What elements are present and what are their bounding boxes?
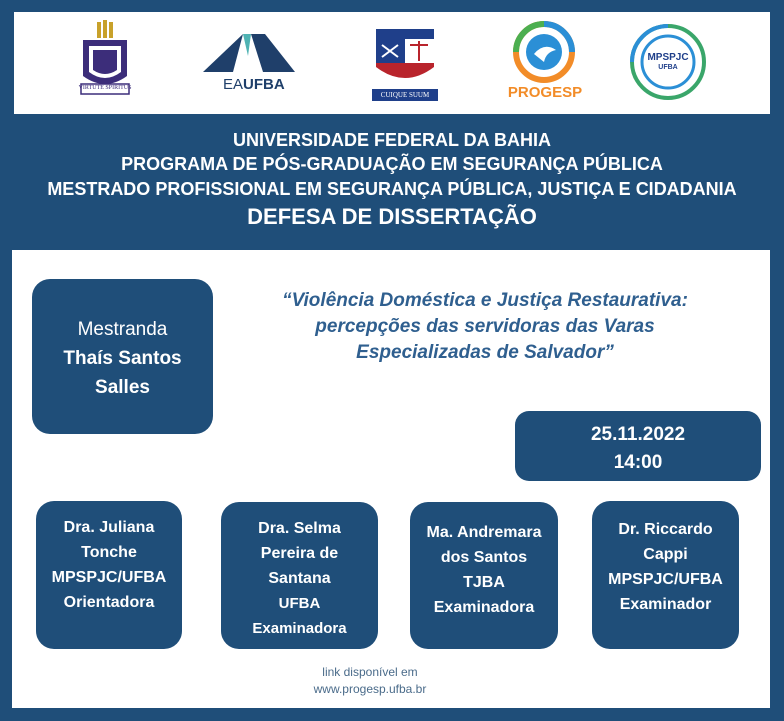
member-line: Dr. Riccardo (618, 521, 713, 538)
top-border (0, 0, 784, 12)
eaufba-ea: EA (223, 76, 244, 93)
defense-date: 25.11.2022 (590, 424, 686, 445)
university-name: UNIVERSIDADE FEDERAL DA BAHIA (232, 130, 552, 150)
progesp-logo (500, 20, 590, 106)
member-line: Tonche (81, 544, 137, 561)
mestranda-name-line1: Thaís Santos (63, 348, 182, 369)
title-line2: percepções das servidoras das Varas (315, 316, 655, 337)
left-border (0, 250, 12, 721)
ufba-logo (75, 18, 135, 104)
program-name: PROGRAMA DE PÓS-GRADUAÇÃO EM SEGURANÇA PÚBLICA (121, 154, 663, 174)
committee-member (221, 502, 378, 649)
eaufba-ufba: UFBA (243, 76, 285, 93)
mestranda-label: Mestranda (77, 319, 168, 340)
mpspjc-logo (628, 22, 708, 102)
law-motto: CUIQUE SUUM (372, 89, 438, 101)
progesp-wordmark: PROGESP (507, 84, 583, 101)
member-line: MPSPJC/UFBA (608, 571, 723, 588)
dissertation-title (240, 288, 730, 366)
footer-url[interactable]: www.progesp.ufba.br (313, 682, 427, 696)
eaufba-wordmark (223, 76, 285, 93)
footer-label: link disponível em (322, 665, 418, 679)
committee-member (592, 501, 739, 649)
member-line: UFBA (278, 595, 321, 612)
title-line1: “Violência Doméstica e Justiça Restaurativa: (282, 290, 688, 311)
member-line: Dra. Selma (258, 520, 341, 537)
member-line: Pereira de (260, 545, 339, 562)
schedule-box (515, 411, 761, 481)
member-line: Cappi (643, 546, 688, 563)
member-line: Examinadora (433, 599, 535, 616)
event-heading: DEFESA DE DISSERTAÇÃO (247, 204, 537, 229)
right-border-top (770, 0, 784, 114)
member-line: MPSPJC/UFBA (51, 569, 167, 586)
member-line: TJBA (463, 574, 505, 591)
mestranda-box (32, 279, 213, 434)
committee-member (410, 502, 558, 649)
mpspjc-sub: UFBA (658, 64, 678, 71)
law-school-logo (370, 27, 440, 107)
member-line: Santana (268, 570, 331, 587)
eaufba-logo (203, 26, 298, 96)
committee-member (36, 501, 182, 649)
member-line: Dra. Juliana (63, 519, 155, 536)
footer-link (240, 664, 500, 698)
masters-name: MESTRADO PROFISSIONAL EM SEGURANÇA PÚBLICA, JUSTIÇA E CIDADANIA (47, 179, 737, 199)
defense-time: 14:00 (613, 452, 663, 473)
member-line: Examinador (619, 596, 712, 613)
mestranda-name-line2: Salles (95, 377, 150, 398)
mpspjc-wordmark: MPSPJC (647, 52, 689, 63)
bottom-border (0, 708, 784, 721)
left-border-top (0, 0, 14, 114)
member-line: Orientadora (63, 594, 155, 611)
member-line: dos Santos (440, 549, 528, 566)
member-line: Examinadora (252, 620, 347, 637)
member-line: Ma. Andremara (426, 524, 542, 541)
title-line3: Especializadas de Salvador” (356, 342, 614, 363)
ufba-motto: VIRTUTE SPIRITUS (78, 85, 132, 91)
right-border (770, 250, 784, 721)
